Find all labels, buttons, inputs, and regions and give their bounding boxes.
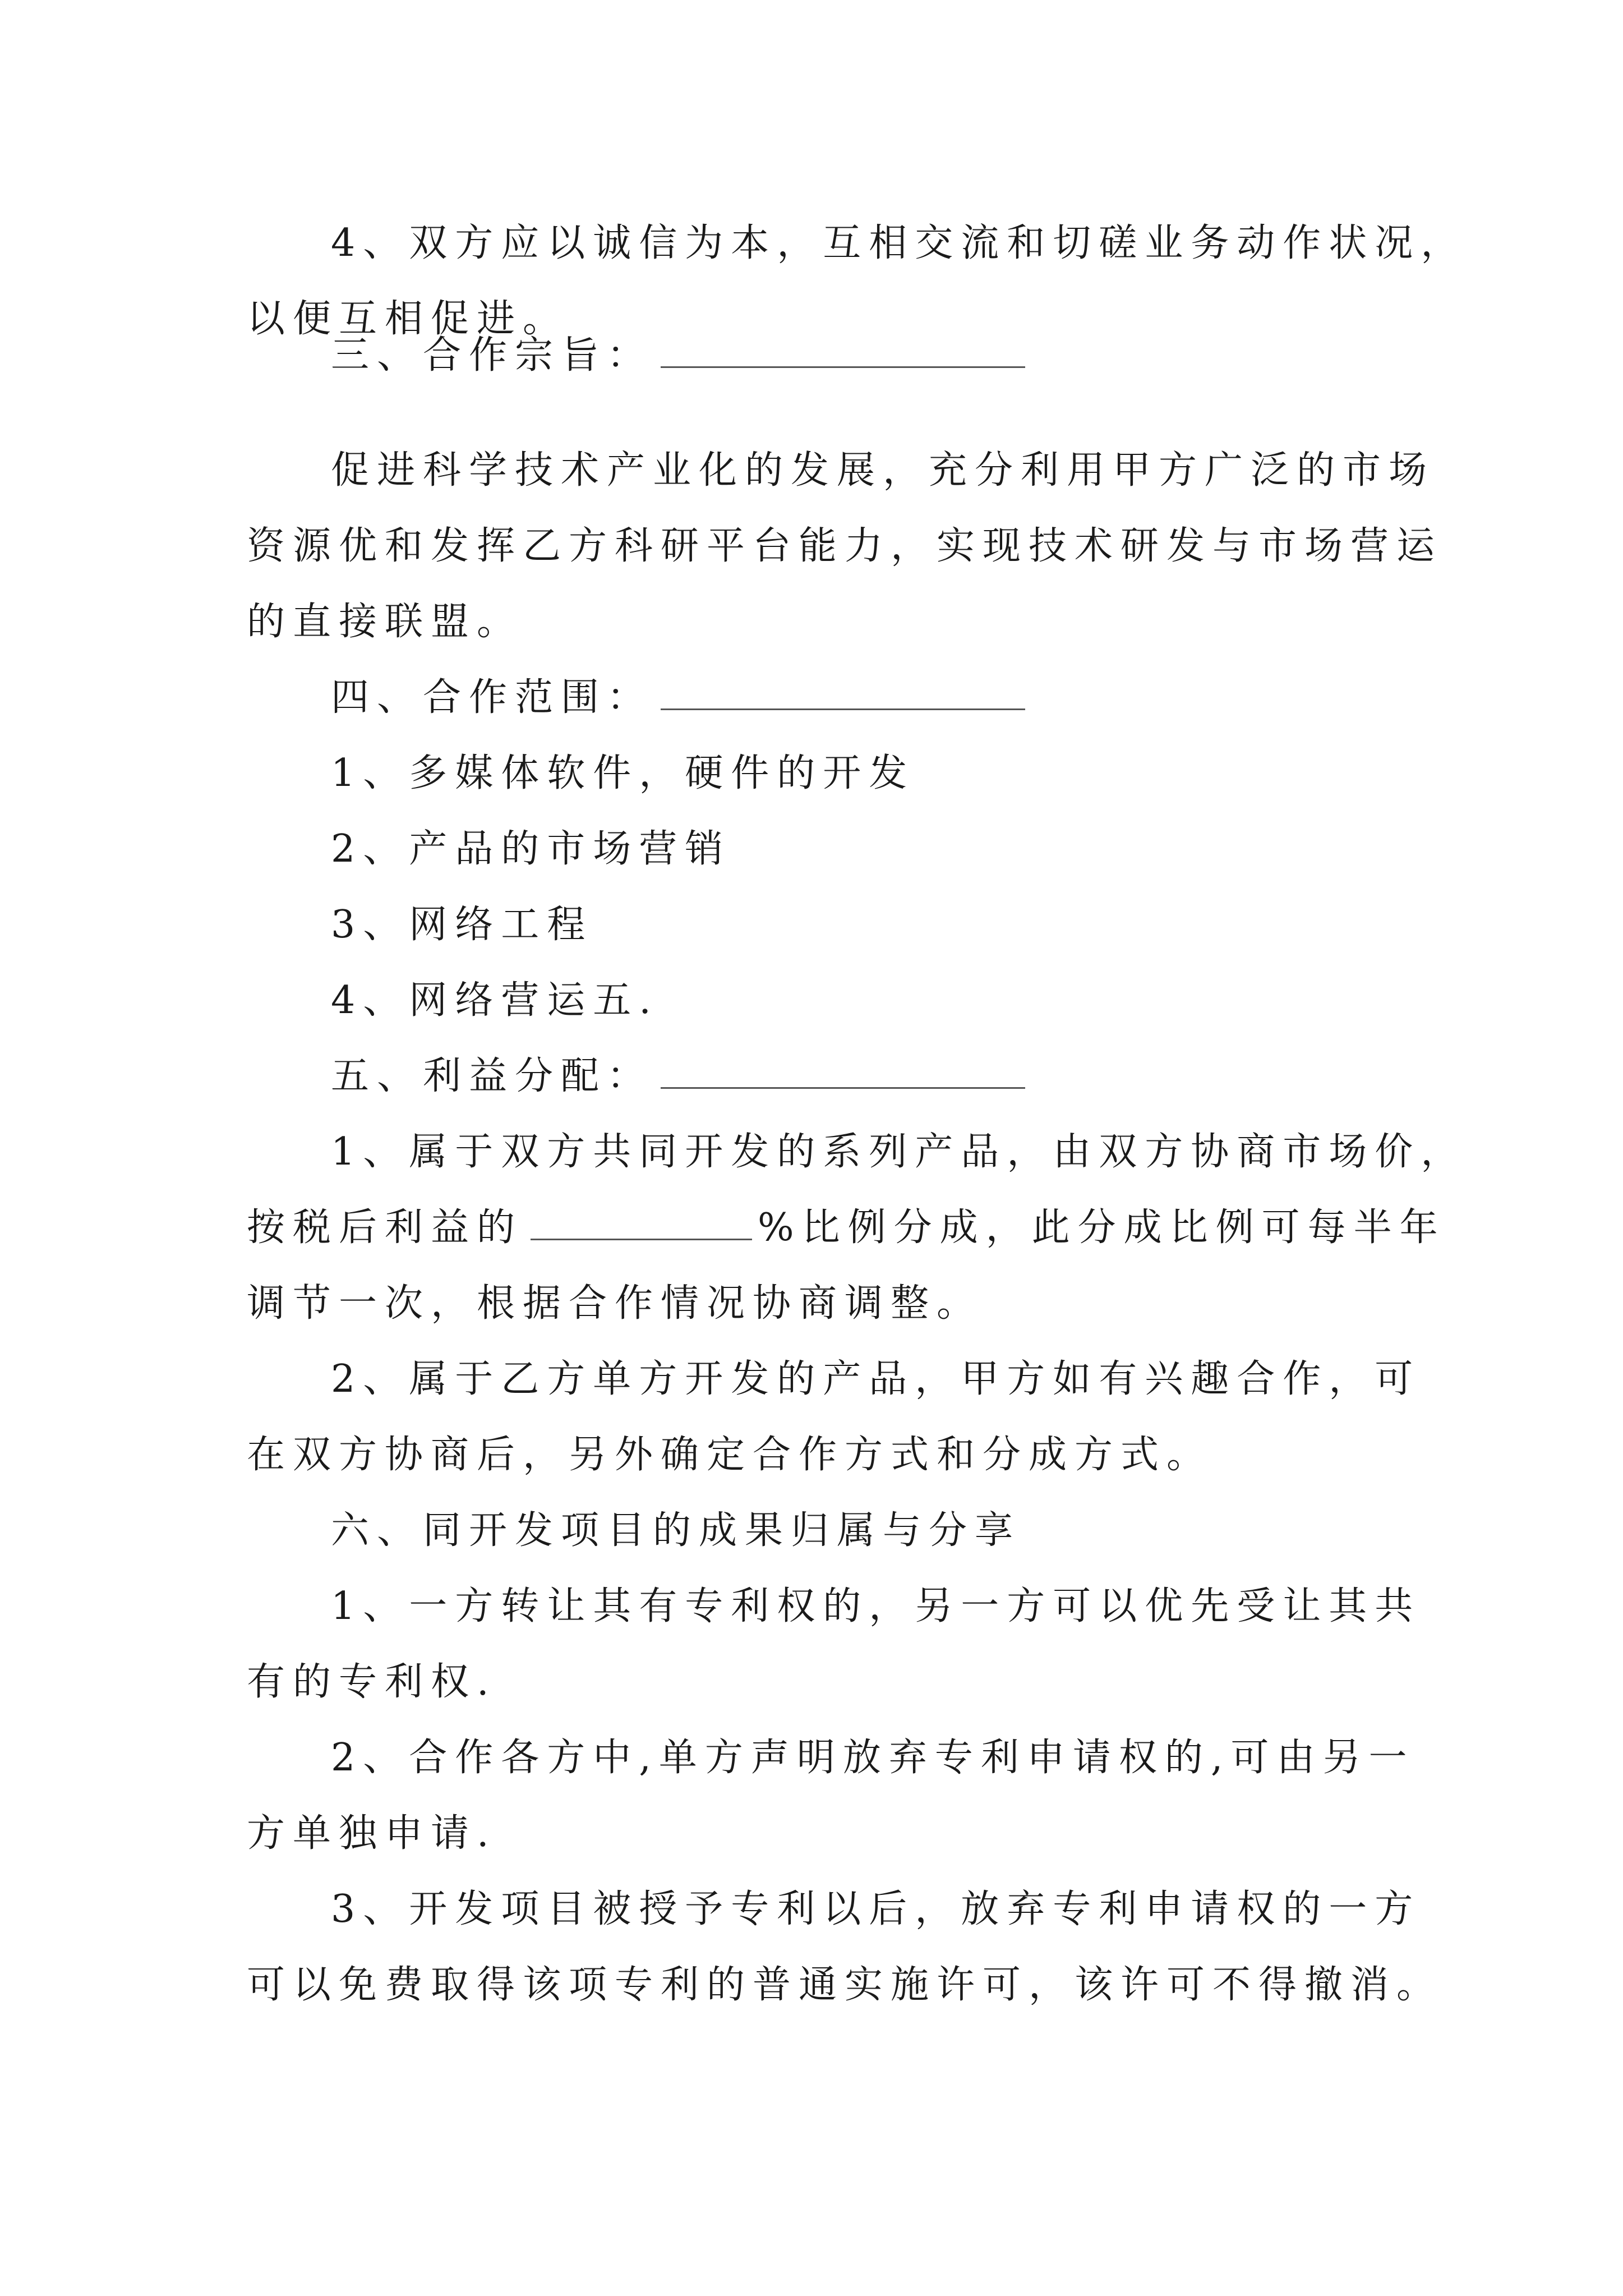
text: 三、合作宗旨：: [331, 333, 653, 378]
paragraph-line: [247, 1963, 1443, 2007]
paragraph-line: [331, 1357, 1421, 1401]
text: 的直接联盟。: [247, 600, 523, 644]
fill-in-blank: [661, 363, 1025, 368]
list-item: [331, 978, 659, 1023]
text: 3、网络工程: [331, 903, 593, 947]
paragraph-line: [247, 297, 569, 341]
text: 资源优和发挥乙方科研平台能力，实现技术研发与市场营运: [247, 524, 1443, 568]
list-item: [331, 903, 593, 947]
paragraph-line: [331, 1130, 1467, 1174]
list-item: [331, 751, 915, 795]
section-heading: [331, 333, 1025, 378]
text: 五、利益分配：: [331, 1054, 653, 1098]
text: 2、属于乙方单方开发的产品，甲方如有兴趣合作，可: [331, 1357, 1421, 1401]
paragraph-line: [247, 1811, 497, 1856]
text: 可以免费取得该项专利的普通实施许可，该许可不得撤消。: [247, 1963, 1443, 2007]
text: 以便互相促进。: [247, 297, 569, 341]
paragraph-line: [247, 1660, 497, 1704]
text: 四、合作范围：: [331, 675, 653, 720]
section-heading: [331, 1054, 1025, 1098]
text: 促进科学技术产业化的发展，充分利用甲方广泛的市场: [331, 448, 1435, 493]
list-item: [331, 827, 731, 871]
text: 2、产品的市场营销: [331, 827, 731, 871]
text: 1、一方转让其有专利权的，另一方可以优先受让其共: [331, 1584, 1421, 1628]
text: 六、同开发项目的成果归属与分享: [331, 1508, 1021, 1553]
fill-in-blank: [531, 1235, 752, 1240]
fill-in-blank: [661, 1084, 1025, 1089]
text: 4、网络营运五.: [331, 978, 659, 1023]
text: 调节一次，根据合作情况协商调整。: [247, 1281, 983, 1326]
paragraph-line: [247, 1281, 983, 1326]
text: 1、多媒体软件，硬件的开发: [331, 751, 915, 795]
text: 方单独申请.: [247, 1811, 497, 1856]
fill-in-blank: [661, 705, 1025, 710]
text: 2、合作各方中,单方声明放弃专利申请权的,可由另一: [331, 1736, 1415, 1780]
paragraph-line: [331, 221, 1467, 265]
paragraph-line: [247, 1205, 1446, 1250]
section-heading: [331, 1508, 1021, 1553]
paragraph-line: [331, 1736, 1415, 1780]
text: 按税后利益的: [247, 1205, 523, 1250]
text: 1、属于双方共同开发的系列产品，由双方协商市场价，: [331, 1130, 1467, 1174]
paragraph-line: [331, 448, 1435, 493]
text: 有的专利权.: [247, 1660, 497, 1704]
paragraph-line: [331, 1584, 1421, 1628]
text: 3、开发项目被授予专利以后，放弃专利申请权的一方: [331, 1887, 1421, 1931]
text: 在双方协商后，另外确定合作方式和分成方式。: [247, 1433, 1213, 1477]
paragraph-line: [247, 1433, 1213, 1477]
paragraph-line: [247, 600, 523, 644]
paragraph-line: [331, 1887, 1421, 1931]
text: 4、双方应以诚信为本，互相交流和切磋业务动作状况，: [331, 221, 1467, 265]
text: %比例分成，此分成比例可每半年: [758, 1205, 1446, 1250]
section-heading: [331, 675, 1025, 720]
paragraph-line: [247, 524, 1443, 568]
